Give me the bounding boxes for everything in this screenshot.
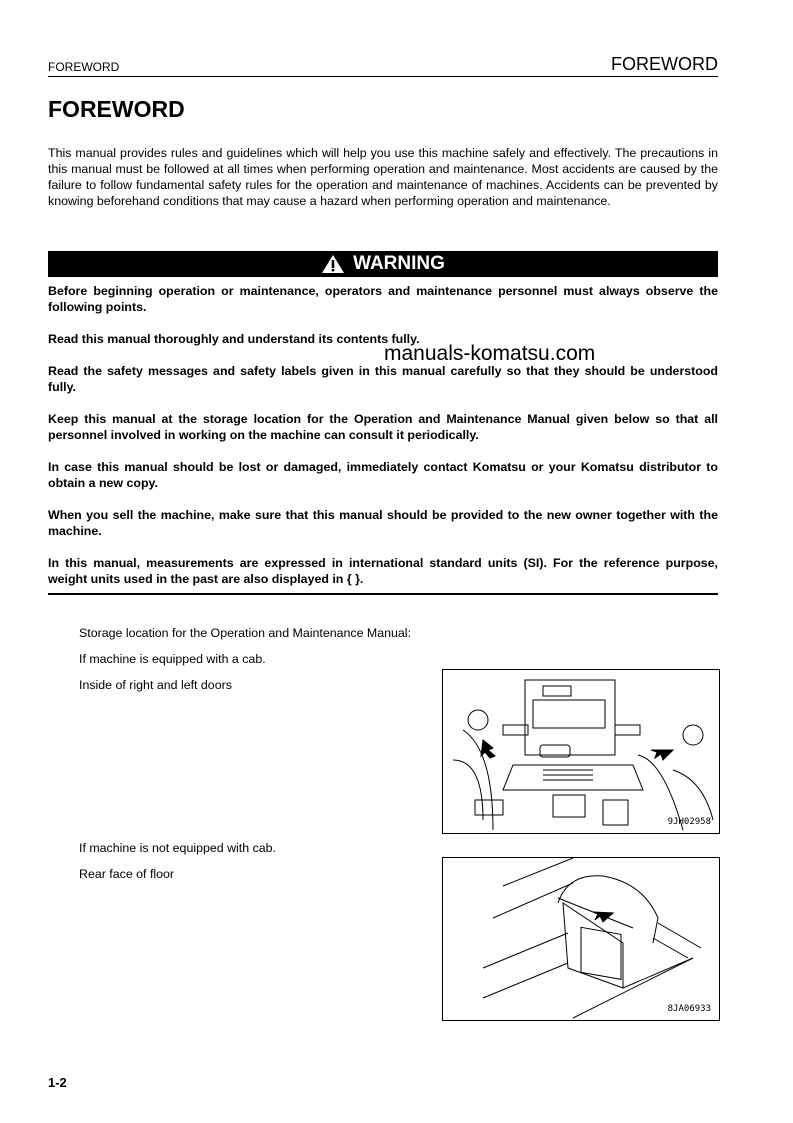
warning-paragraph: In this manual, measurements are expressed in international standard units (SI). For the reference purpose, weight units used in the past are also displayed in { }. (48, 556, 718, 586)
warning-paragraph: Read the safety messages and safety labels given in this manual carefully so that they should be understood fully. (48, 364, 718, 394)
header-divider (48, 76, 718, 77)
storage-heading: Storage location for the Operation and Maintenance Manual: (79, 626, 412, 640)
warning-paragraph: Keep this manual at the storage location for the Operation and Maintenance Manual given below so that all personnel involved in working on the machine can consult it periodically. (48, 412, 718, 442)
watermark: manuals-komatsu.com (384, 342, 596, 365)
figure-code: 9JH02958 (667, 817, 711, 827)
floor-rear-illustration (442, 857, 720, 1021)
warning-triangle-icon (321, 254, 345, 274)
page-title: FOREWORD (48, 96, 185, 122)
warning-paragraph: Read this manual thoroughly and understand its contents fully. (48, 332, 420, 346)
cab-interior-drawing (443, 670, 719, 833)
warning-banner (48, 251, 718, 277)
page-number: 1-2 (48, 1075, 67, 1090)
intro-paragraph: This manual provides rules and guidelines which will help you use this machine safely and effectively. The precautions in this manual must be followed at all times when performing operation and maintenance. Most accidents are caused by the failure to follow fundamental safety rules for the operation and maintenance of machines. Accidents can be prevented by knowing beforehand conditions that may cause a hazard when performing operation and maintenance. (48, 146, 718, 208)
header-section-left: FOREWORD (48, 60, 120, 74)
warning-paragraph: Before beginning operation or maintenance, operators and maintenance personnel must always observe the following points. (48, 284, 718, 314)
warning-paragraph: When you sell the machine, make sure that this manual should be provided to the new owner together with the machine. (48, 508, 718, 538)
warning-end-divider (48, 593, 718, 595)
figure-code: 8JA06933 (667, 1004, 711, 1014)
cab-doors-illustration (442, 669, 720, 834)
nocab-condition: If machine is not equipped with cab. (79, 841, 276, 855)
warning-label: WARNING (353, 253, 445, 274)
cab-condition: If machine is equipped with a cab. (79, 652, 266, 666)
nocab-location: Rear face of floor (79, 867, 175, 881)
floor-drawing (443, 858, 719, 1020)
warning-paragraph: In case this manual should be lost or damaged, immediately contact Komatsu or your Komatsu distributor to obtain a new copy. (48, 460, 718, 490)
header-section-right: FOREWORD (611, 54, 718, 74)
cab-location: Inside of right and left doors (79, 678, 232, 692)
